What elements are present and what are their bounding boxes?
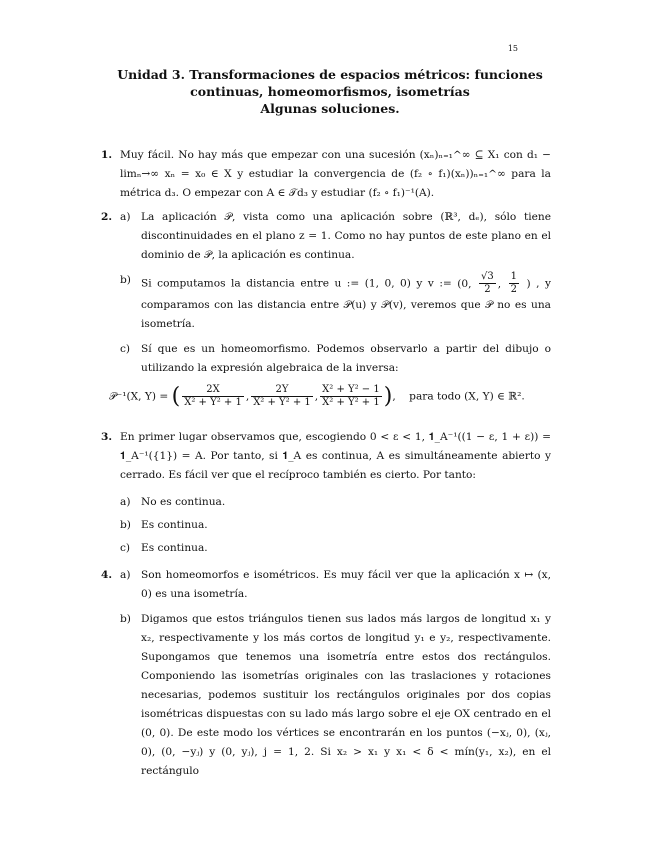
fraction-z: $\frac{\text{X² + Y² − 1}}{\text{X² + Y² + 1}}$: [322, 384, 380, 408]
exercise-1: [101, 146, 551, 203]
fraction-sqrt3-over-2: $\frac{√3}{2}$: [481, 271, 494, 295]
exercise-3-c-text: Es continua.: [141, 542, 208, 554]
exercise-number: 1.: [101, 149, 113, 161]
exercise-3-b-text: Es continua.: [141, 519, 208, 531]
fraction-1-over-2: $\frac{1}{2}$: [510, 271, 518, 295]
exercise-2-b: [120, 271, 551, 334]
sub-label: c): [120, 542, 131, 554]
vector-open: (0,: [457, 277, 472, 290]
exercise-4: [101, 566, 551, 781]
exercise-2-a: [120, 208, 551, 265]
equation-lhs: 𝒫⁻¹(X, Y) =: [109, 390, 169, 403]
page-number: 15: [507, 44, 518, 53]
page-title: [110, 66, 550, 117]
equation-rhs: para todo (X, Y) ∈ ℝ².: [409, 390, 525, 403]
exercise-number: 3.: [101, 431, 113, 443]
exercise-3-a-text: No es continua.: [141, 496, 226, 508]
sub-label: a): [120, 211, 131, 223]
vector-close: ): [526, 277, 531, 290]
exercise-number: 2.: [101, 211, 113, 223]
exercise-2: [101, 208, 551, 415]
exercise-number: 4.: [101, 569, 113, 581]
title-line-2: continuas, homeomorfismos, isometrías: [190, 84, 470, 99]
exercise-3-b: [120, 516, 551, 535]
sub-label: b): [120, 613, 131, 625]
exercise-3: [101, 428, 551, 558]
exercise-3-c: [120, 539, 551, 558]
exercise-4-b: [120, 610, 551, 781]
fraction-2x: $\frac{2X}{\text{X² + Y² + 1}}$: [184, 384, 242, 408]
exercise-2-b-post: , y comparamos con las distancia entre 𝒫(u) y 𝒫(v), veremos que 𝒫 no es una isometría.: [141, 277, 551, 330]
exercise-3-a: [120, 493, 551, 512]
exercise-1-text: Muy fácil. No hay más que empezar con una sucesión (xₙ)ₙ₌₁^∞ ⊆ X₁ con d₁ − limₙ→∞ xₙ = x₀ ∈ X y estudiar la convergencia de (f₂ ∘ f₁)(xₙ))ₙ₌₁^∞ para la métrica d₃. O empezar con A ∈ 𝒯d₃ y estudiar (f₂ ∘ f₁)⁻¹(A).: [120, 149, 551, 199]
vector-v: (0, $\frac{√3}{2}$ , $\frac{1}{2}$ ): [457, 271, 531, 295]
exercise-4-a: [120, 566, 551, 604]
title-line-1: Unidad 3. Transformaciones de espacios métricos: funciones: [117, 67, 543, 82]
sub-label: b): [120, 274, 131, 286]
exercise-2-c: [120, 340, 551, 378]
sub-label: b): [120, 519, 131, 531]
exercise-4-b-text: Digamos que estos triángulos tienen sus lados más largos de longitud x₁ y x₂, respectivamente y los más cortos de longitud y₁ e y₂, respectivamente. Supongamos que tenemos una isometría entre estos dos rectángulos. Componiendo las isometrías originales con las traslaciones y rotaciones necesarias, podemos sustituir los rectángulos originales por dos copias isométricas dispuestas con su lado más largo sobre el eje OX centrado en el (0, 0). De este modo los vértices se encontrarán en los puntos (−xⱼ, 0), (xⱼ, 0), (0, −yⱼ) y (0, yⱼ), j = 1, 2. Si x₂ > x₁ y x₁ < δ < mín(y₁, x₂), en el rectángulo: [141, 613, 551, 777]
fraction-2y: $\frac{2Y}{\text{X² + Y² + 1}}$: [253, 384, 311, 408]
exercise-3-text: En primer lugar observamos que, escogiendo 0 < ε < 1, 𝟏_A⁻¹((1 − ε, 1 + ε)) = 𝟏_A⁻¹({1}) = A. Por tanto, si 𝟏_A es continua, A es simultáneamente abierto y cerrado. Es fácil ver que el recíproco también es cierto. Por tanto:: [120, 431, 551, 481]
sub-label: a): [120, 569, 131, 581]
sub-label: c): [120, 343, 131, 355]
exercise-2-c-text: Sí que es un homeomorfismo. Podemos observarlo a partir del dibujo o utilizando la expresión algebraica de la inversa:: [141, 343, 551, 374]
inverse-equation: 𝒫⁻¹(X, Y) = ( $\frac{2X}{\text{X² + Y² + 1}}$ , $\frac{2Y}{\text{X² + Y² + 1}}$ , $\frac{\text{X² + Y² − 1}}{\text{X² + Y² + 1}}$ ), para todo (X, Y) ∈ ℝ².: [109, 384, 525, 409]
exercise-2-b-pre: Si computamos la distancia entre u := (1, 0, 0) y v :=: [141, 277, 452, 290]
title-line-3: Algunas soluciones.: [260, 101, 400, 116]
sub-label: a): [120, 496, 131, 508]
exercise-2-a-text: La aplicación 𝒫, vista como una aplicación sobre (ℝ³, dₑ), sólo tiene discontinuidades en el plano z = 1. Como no hay puntos de este plano en el dominio de 𝒫, la aplicación es continua.: [141, 211, 551, 261]
exercise-4-a-text: Son homeomorfos e isométricos. Es muy fácil ver que la aplicación x ↦ (x, 0) es una isometría.: [141, 569, 551, 600]
